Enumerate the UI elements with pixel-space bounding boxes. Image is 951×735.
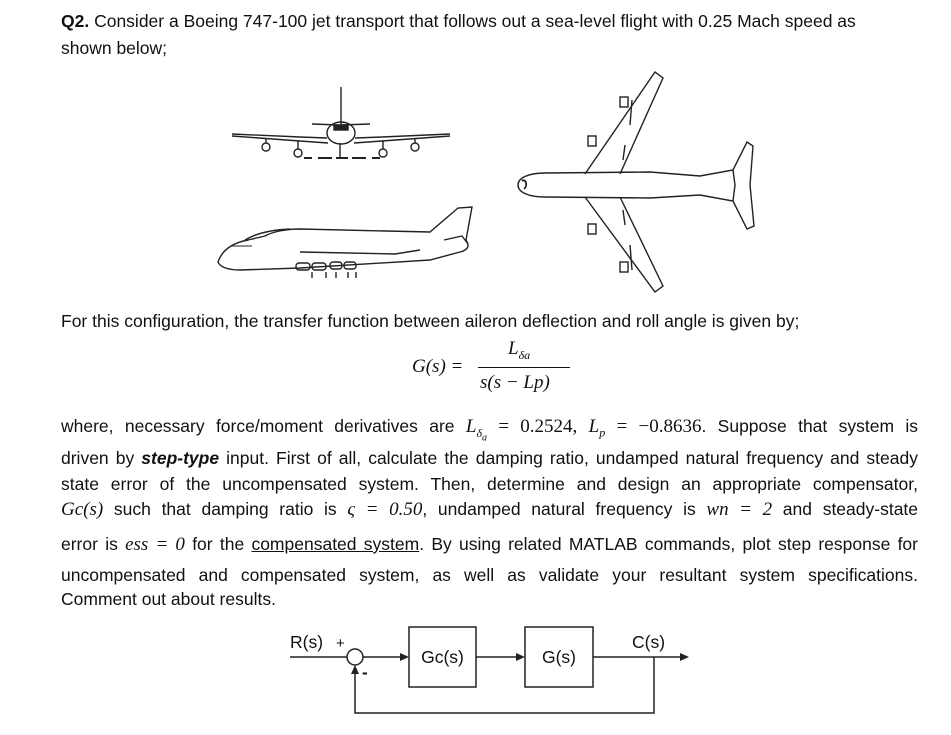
question-number: Q2.	[61, 11, 90, 31]
body-text-1a: where, necessary force/moment derivatives are	[61, 416, 466, 436]
body-text-4c: and steady-state	[772, 499, 919, 519]
body-line-5	[61, 534, 918, 556]
body-text-4a: such that damping ratio is	[103, 499, 348, 519]
gc-symbol: Gc(s)	[61, 499, 104, 520]
gc-block-label: Gc(s)	[421, 647, 464, 667]
g-block-label: G(s)	[541, 647, 577, 667]
l-delta-value: = 0.2524,	[498, 416, 578, 437]
plus-sign: +	[336, 635, 345, 652]
front-view-drawing	[232, 87, 450, 158]
minus-sign: -	[362, 663, 368, 682]
tf-numerator-L: L	[508, 338, 519, 359]
body-text-1b: . Suppose that system is	[701, 416, 918, 436]
body-text-5b: for the	[184, 534, 252, 554]
body-line-2	[61, 448, 918, 469]
lp-value: = −0.8636	[616, 416, 702, 437]
output-label: C(s)	[632, 632, 666, 652]
input-label: R(s)	[290, 632, 324, 652]
body-text-2a: driven by	[61, 448, 142, 468]
compensated-system-underline: compensated system	[251, 534, 420, 554]
body-text-4b: , undamped natural frequency is	[422, 499, 707, 519]
top-view-drawing	[518, 72, 754, 292]
ess-value: ess = 0	[125, 534, 185, 555]
body-text-5a: error is	[61, 534, 126, 554]
tf-numerator-sub: δa	[518, 347, 531, 362]
block-diagram	[290, 627, 689, 713]
body-line-4	[61, 499, 918, 521]
body-text-2b: input. First of all, calculate the damping ratio, undamped natural frequency and steady	[219, 448, 918, 468]
tf-denominator: s(s − Lp)	[480, 372, 550, 393]
tf-numerator	[508, 338, 530, 363]
body-text-6: uncompensated and compensated system, as well as validate your resultant system specifications.	[61, 565, 918, 585]
fraction-bar	[478, 367, 570, 368]
tf-lhs: G(s) =	[412, 356, 464, 377]
step-type-emphasis: step-type	[141, 448, 220, 468]
body-text-7: Comment out about results.	[61, 589, 276, 609]
side-view-drawing	[218, 207, 472, 278]
config-text: For this configuration, the transfer function between aileron deflection and roll angle is given by;	[61, 311, 800, 331]
body-text-3: state error of the uncompensated system. Then, determine and design an appropriate compensator,	[61, 474, 918, 494]
body-line-1: where, necessary force/moment derivatives are $L_{\delta_a} = 0.2524$, $L_p = -0.8636$. Suppose that system is	[61, 416, 918, 443]
zeta-value: ς = 0.50	[347, 499, 423, 520]
question-text-1: Consider a Boeing 747-100 jet transport that follows out a sea-level flight with 0.25 Mach speed as	[89, 11, 856, 31]
question-text-2: shown below;	[61, 38, 168, 58]
body-text-5c: . By using related MATLAB commands, plot step response for	[419, 534, 918, 554]
wn-value: wn = 2	[706, 499, 773, 520]
